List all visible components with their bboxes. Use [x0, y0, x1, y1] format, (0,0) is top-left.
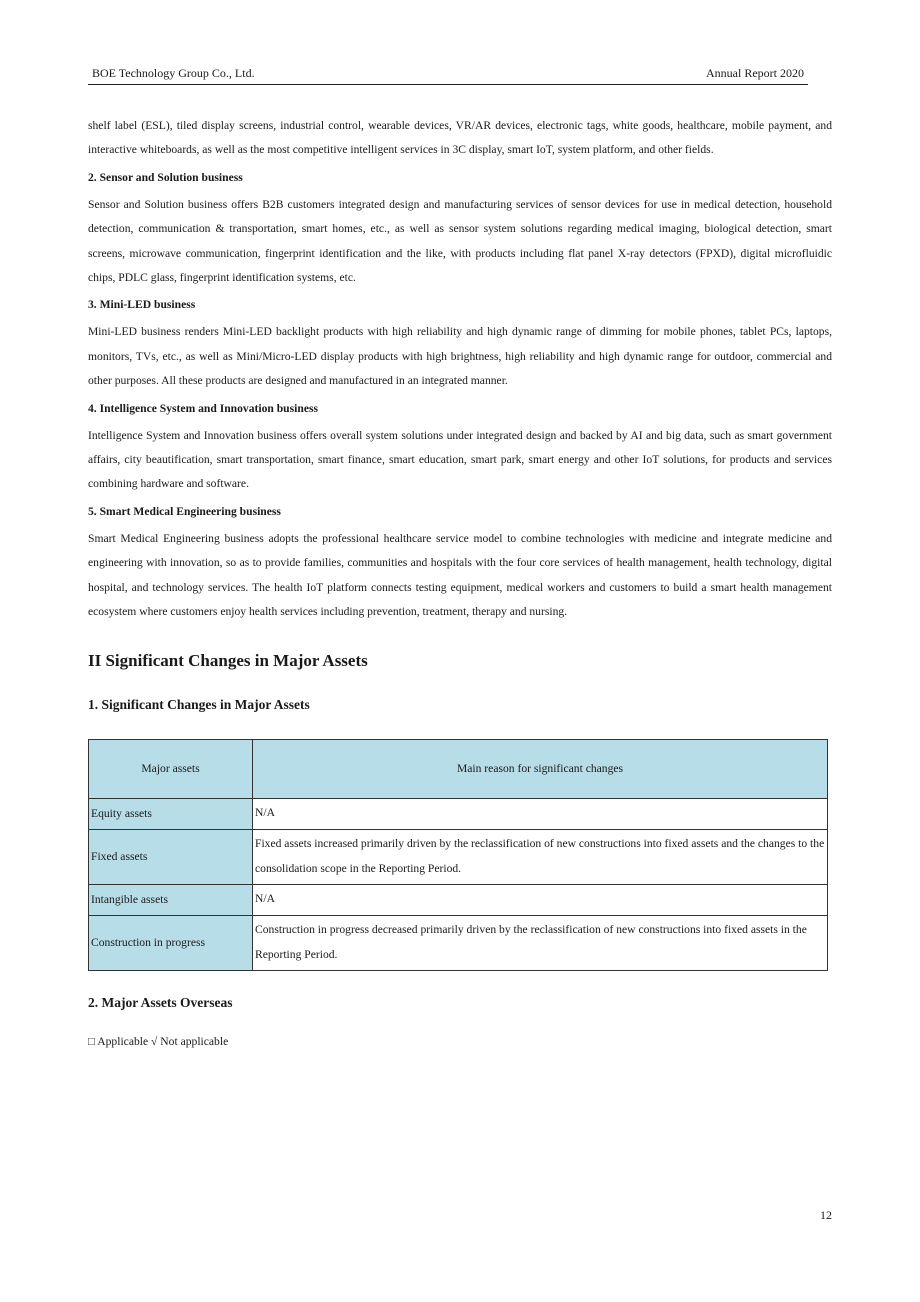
- business-heading: 4. Intelligence System and Innovation business: [88, 401, 318, 415]
- business-text: Mini-LED business renders Mini-LED backlight products with high reliability and high dynamic range of dimming for mobile phones, tablet PCs, laptops, monitors, TVs, etc., as well as Mini/Micro-LED display products with high brightness, high reliability and high dynamic range for outdoor, commercial and other purposes. All these products are designed and manufactured in an integrated manner.: [88, 325, 832, 388]
- section-title: II Significant Changes in Major Assets: [88, 650, 368, 670]
- column-header-asset: Major assets: [89, 739, 253, 798]
- major-assets-table: [88, 739, 828, 971]
- reason-cell: Construction in progress decreased primarily driven by the reclassification of new constructions into fixed assets in the Reporting Period.: [253, 915, 828, 970]
- table-row: [89, 915, 828, 970]
- column-header-reason: Main reason for significant changes: [253, 739, 828, 798]
- business-text: Sensor and Solution business offers B2B customers integrated design and manufacturing services of sensor devices for use in medical detection, household detection, communication & transportation, smart homes, etc., as well as sensor system solutions regarding medical imaging, biological detection, smart screens, microwave communication, fingerprint identification and the like, with products including flat panel X-ray detectors (FPXD), digital microfluidic chips, PDLC glass, fingerprint identification systems, etc.: [88, 197, 832, 285]
- table-row: [89, 798, 828, 829]
- business-heading: 2. Sensor and Solution business: [88, 170, 243, 184]
- page-content: [88, 114, 832, 1048]
- page-number: 12: [820, 1208, 832, 1222]
- page-header: [88, 66, 808, 85]
- intro-paragraph: shelf label (ESL), tiled display screens, industrial control, wearable devices, VR/AR devices, electronic tags, white goods, healthcare, mobile payment, and interactive whiteboards, as well as the most competitive intelligent services in 3C display, smart IoT, system platform, and other fields.: [88, 119, 832, 157]
- asset-cell: Construction in progress: [89, 915, 253, 970]
- asset-cell: Fixed assets: [89, 829, 253, 884]
- company-name: BOE Technology Group Co., Ltd.: [92, 66, 255, 80]
- asset-cell: Intangible assets: [89, 884, 253, 915]
- asset-cell: Equity assets: [89, 798, 253, 829]
- reason-cell: N/A: [253, 798, 828, 829]
- subsection-title-assets: 1. Significant Changes in Major Assets: [88, 696, 310, 712]
- applicable-status: □ Applicable √ Not applicable: [88, 1034, 229, 1048]
- reason-cell: Fixed assets increased primarily driven by the reclassification of new constructions into fixed assets and the changes to the consolidation scope in the Reporting Period.: [253, 829, 828, 884]
- table-header-row: [89, 739, 828, 798]
- business-heading: 5. Smart Medical Engineering business: [88, 504, 281, 518]
- table-row: [89, 884, 828, 915]
- reason-cell: N/A: [253, 884, 828, 915]
- subsection-title-overseas: 2. Major Assets Overseas: [88, 994, 233, 1010]
- report-title: Annual Report 2020: [706, 66, 804, 80]
- business-text: Intelligence System and Innovation business offers overall system solutions under integrated design and backed by AI and big data, such as smart government affairs, city beautification, smart transportation, smart finance, smart education, smart park, smart energy and other IoT solutions, for products and services combining hardware and software.: [88, 428, 832, 491]
- business-heading: 3. Mini-LED business: [88, 298, 196, 312]
- business-text: Smart Medical Engineering business adopts the professional healthcare service model to combine technologies with medicine and integrate medicine and engineering with innovation, so as to provide families, communities and hospitals with the four core services of health management, health technology, digital hospital, and technology services. The health IoT platform connects testing equipment, medical workers and customers to build a smart health management ecosystem where customers enjoy health services including prevention, treatment, therapy and nursing.: [88, 531, 832, 619]
- table-row: [89, 829, 828, 884]
